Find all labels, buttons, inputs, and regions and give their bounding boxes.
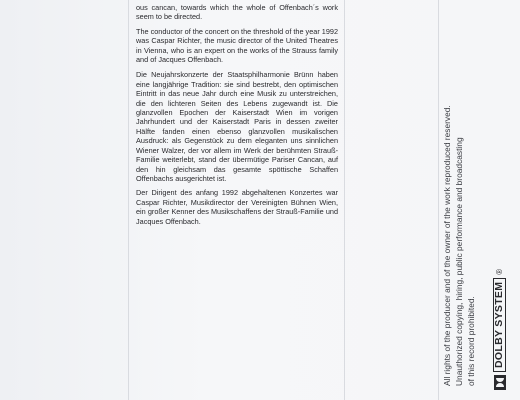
- dolby-double-d-icon: [494, 375, 506, 390]
- middle-column: [136, 3, 338, 231]
- rights-notice: [441, 6, 478, 386]
- dolby-system-logo: [493, 269, 506, 390]
- fold-line: [438, 0, 439, 400]
- english-notes-end: ous cancan, towards which the whole of Offenbach´s work seem to be directed.: [136, 3, 338, 22]
- rights-line: of this record prohibited.: [466, 296, 477, 386]
- fold-line: [344, 0, 345, 400]
- german-notes-paragraph: Die Neujahrskonzerte der Staatsphilharmonie Brünn haben eine langjährige Tradition: sie sind bestrebt, den optimischen Eintritt in das neue Jahr durch eine Musik zu unterstreichen, die den lichteren Seiten des Lebens zugewandt ist. Die glanzvollen Epochen der Kaiserstadt Wien im vorigen Jahrhundert und der Kaiserstadt Paris in dessen zweiter Hälfte fanden einen ebenso glanzvollen musikalischen Ausdruck: als Gegenstück zu dem eleganten uns sinnlichen Wiener Walzer, der vor allem im Werk der berühmten Strauß-Familie weiterlebt, stand der übermütige Pariser Cancan, auf den hin gleichsam das gesamte spöttische Schaffen Offenbachs ausgerichtet ist.: [136, 70, 338, 183]
- fold-line: [128, 0, 129, 400]
- rights-line: All rights of the producer and of the owner of the work reproduced reserved.: [442, 105, 452, 386]
- registered-mark: ®: [495, 268, 504, 275]
- english-conductor-paragraph: The conductor of the concert on the threshold of the year 1992 was Caspar Richter, the music director of the United Theatres in Vienna, who is an expert on the works of the Strauss family and of Jacques Offenbach.: [136, 26, 339, 65]
- rights-line: Unauthorized copying, hiring, public performance and broadcasting: [454, 137, 465, 386]
- dolby-wordmark: DOLBY SYSTEM: [493, 278, 506, 372]
- german-conductor-paragraph: Der Dirigent des anfang 1992 abgehaltenen Konzertes war Caspar Richter, Musikdirector der Vereinigten Bühnen Wien, ein großer Kenner des Musikschaffens der Strauß-Familie und Jacques Offenbach.: [136, 188, 338, 226]
